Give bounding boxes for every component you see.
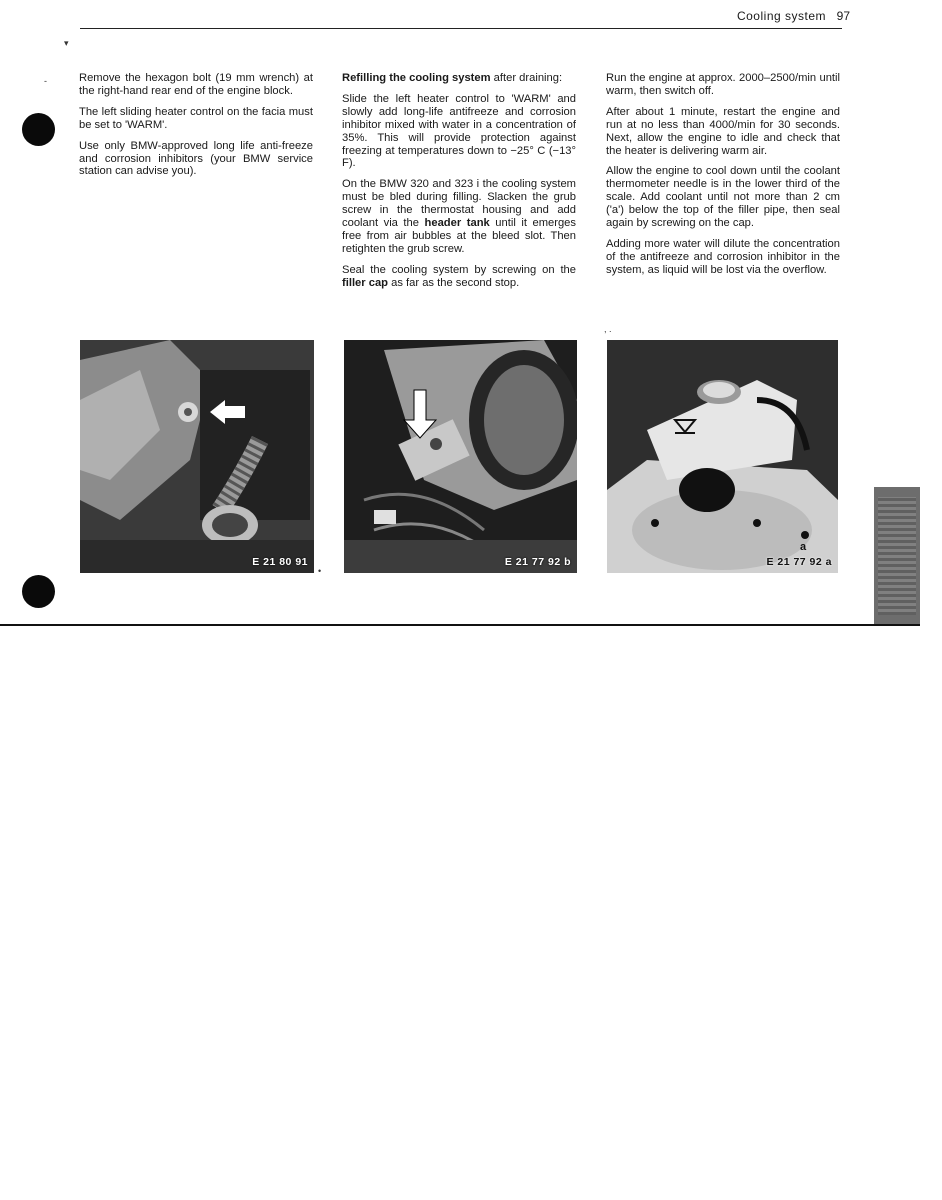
photo-caption: E 21 77 92 b [504, 556, 571, 568]
bottom-rule [0, 624, 920, 626]
paragraph: Run the engine at approx. 2000–2500/min until warm, then switch off. [606, 72, 840, 97]
engine-block-image [80, 340, 314, 573]
paragraph: Refilling the cooling system after draining: [342, 72, 563, 84]
stray-mark: , . [604, 324, 612, 334]
paragraph: On the BMW 320 and 323 i the cooling system must be bled during filling. Slacken the grub screw in the thermostat housing and add coolant via the header tank until it emerges free from air bubbles at the bleed slot. Then retighten the grub screw. [342, 178, 576, 255]
photo-grub-screw [344, 340, 577, 573]
text-column-2 [342, 72, 576, 298]
text-column-3 [606, 72, 840, 285]
paragraph: Adding more water will dilute the concentration of the antifreeze and corrosion inhibitor in the system, as liquid will be lost via the overflow. [606, 237, 840, 276]
paragraph: Allow the engine to cool down until the coolant thermometer needle is in the lower third of the scale. Add coolant until not more than 2 cm ('a') below the top of the filler pipe, then seal again by screwing on the cap. [606, 165, 840, 230]
photo-caption: E 21 80 91 [252, 556, 308, 568]
stray-mark: - [44, 76, 47, 86]
header-rule [80, 28, 842, 29]
photo-caption: E 21 77 92 a [766, 556, 832, 568]
subheading: Refilling the cooling system [342, 72, 491, 84]
text-column-1 [79, 72, 313, 186]
thermostat-housing-image [344, 340, 577, 573]
paragraph: After about 1 minute, restart the engine and run at no less than 4000/min for 30 seconds. Next, allow the engine to idle and check that the heater is delivering warm air. [606, 105, 840, 157]
section-edge-tab [874, 487, 920, 625]
paragraph: The left sliding heater control on the facia must be set to 'WARM'. [79, 105, 313, 131]
section-title: Cooling system [736, 9, 826, 23]
term-header-tank: header tank [424, 217, 490, 230]
label-a: a [800, 541, 807, 553]
paragraph: Seal the cooling system by screwing on the filler cap as far as the second stop. [342, 263, 576, 289]
paragraph: Remove the hexagon bolt (19 mm wrench) at the right-hand rear end of the engine block. [79, 72, 313, 97]
photo-hexagon-bolt [80, 340, 314, 573]
paragraph: Slide the left heater control to 'WARM' and slowly add long-life antifreeze and corrosion inhibitor mixed with water in a concentration of 35%. This will provide protection against freezing at temperatures down to −25° C (−13° F). [342, 92, 576, 170]
binder-hole [22, 575, 55, 608]
paragraph: Use only BMW-approved long life anti-freeze and corrosion inhibitors (your BMW service station can advise you). [79, 139, 313, 178]
header-tank-image [607, 340, 838, 573]
term-filler-cap: filler cap [342, 276, 389, 289]
stray-mark: ▾ [64, 38, 69, 48]
photo-header-tank [607, 340, 838, 573]
page-number: 97 [836, 9, 850, 23]
binder-hole [22, 113, 55, 146]
stray-mark: • [318, 566, 322, 576]
